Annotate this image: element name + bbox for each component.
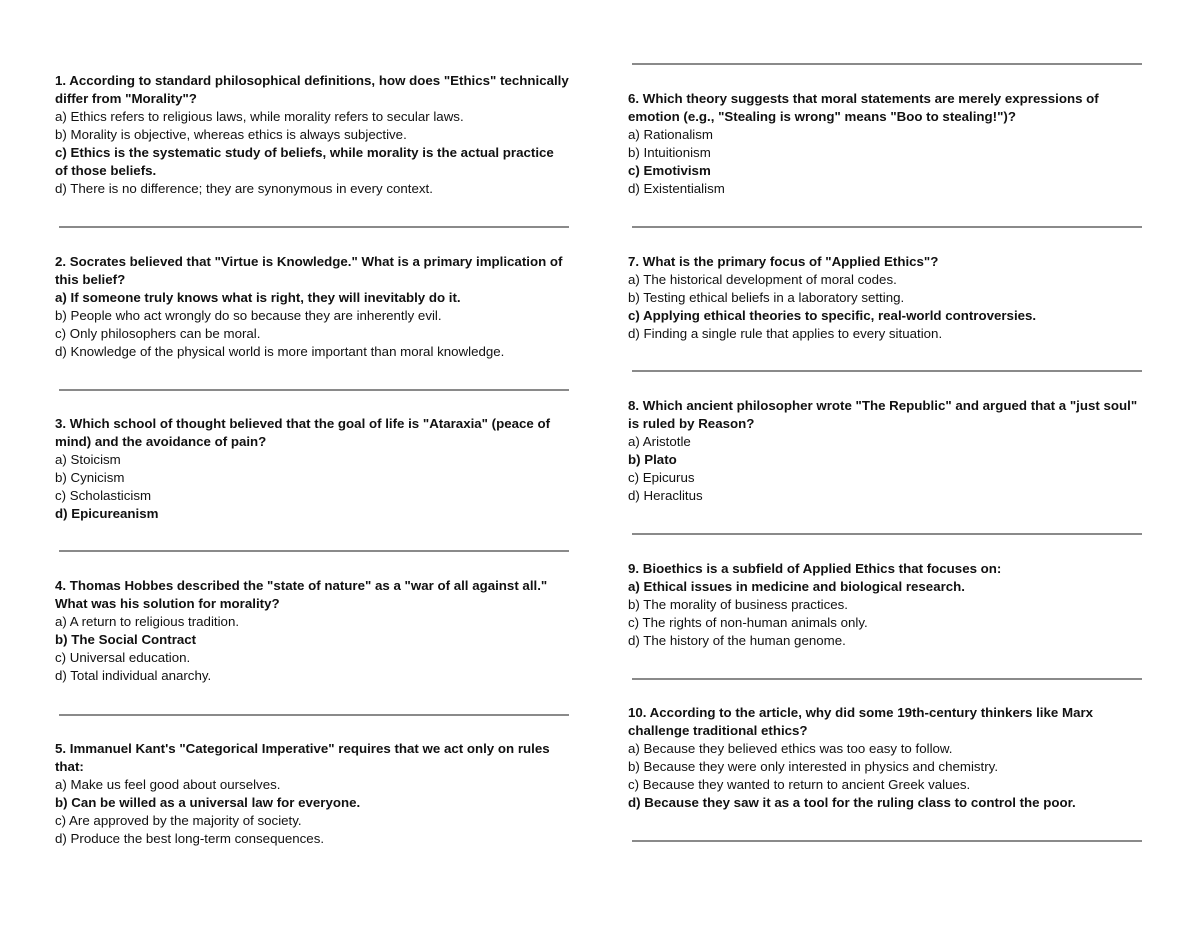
divider: [59, 226, 569, 228]
divider: [632, 533, 1142, 535]
divider: [632, 840, 1142, 842]
option-c-correct: c) Ethics is the systematic study of beliefs, while morality is the actual practice of those beliefs.: [55, 145, 554, 178]
question-stem: 10. According to the article, why did some 19th-century thinkers like Marx challenge traditional ethics?: [628, 705, 1094, 738]
option-c: c) Are approved by the majority of society.: [55, 813, 302, 828]
question-8: [628, 397, 1143, 505]
question-5: [55, 740, 570, 848]
divider: [59, 389, 569, 391]
option-c: c) Scholasticism: [55, 488, 152, 503]
option-c: c) The rights of non-human animals only.: [628, 615, 868, 630]
option-b: b) The morality of business practices.: [628, 597, 848, 612]
option-d: d) Produce the best long-term consequences.: [55, 831, 325, 846]
question-7: [628, 253, 1143, 343]
question-stem: 1. According to standard philosophical definitions, how does "Ethics" technically differ from "Morality"?: [55, 73, 569, 106]
question-stem: 5. Immanuel Kant's "Categorical Imperative" requires that we act only on rules that:: [55, 741, 550, 774]
divider: [59, 714, 569, 716]
divider: [632, 63, 1142, 65]
option-b-correct: b) The Social Contract: [55, 632, 197, 647]
question-3: [55, 415, 570, 523]
option-b-correct: b) Plato: [628, 452, 677, 467]
option-d: d) There is no difference; they are synonymous in every context.: [55, 181, 433, 196]
question-9: [628, 560, 1143, 650]
question-stem: 7. What is the primary focus of "Applied Ethics"?: [628, 254, 939, 269]
option-d-correct: d) Epicureanism: [55, 506, 159, 521]
question-stem: 4. Thomas Hobbes described the "state of nature" as a "war of all against all." What was his solution for morality?: [55, 578, 548, 611]
divider: [632, 678, 1142, 680]
question-10: [628, 704, 1143, 812]
option-d: d) Total individual anarchy.: [55, 668, 212, 683]
option-c-correct: c) Applying ethical theories to specific, real-world controversies.: [628, 308, 1037, 323]
option-c: c) Only philosophers can be moral.: [55, 326, 261, 341]
option-c: c) Universal education.: [55, 650, 191, 665]
option-b: b) Cynicism: [55, 470, 125, 485]
option-d: d) Existentialism: [628, 181, 725, 196]
option-d: d) Knowledge of the physical world is more important than moral knowledge.: [55, 344, 505, 359]
option-a: a) Because they believed ethics was too easy to follow.: [628, 741, 953, 756]
divider: [59, 550, 569, 552]
option-a: a) Make us feel good about ourselves.: [55, 777, 281, 792]
option-c-correct: c) Emotivism: [628, 163, 711, 178]
option-a: a) A return to religious tradition.: [55, 614, 240, 629]
option-d: d) The history of the human genome.: [628, 633, 846, 648]
option-c: c) Epicurus: [628, 470, 695, 485]
option-a-correct: a) If someone truly knows what is right, they will inevitably do it.: [55, 290, 461, 305]
question-6: [628, 90, 1143, 198]
option-a-correct: a) Ethical issues in medicine and biological research.: [628, 579, 965, 594]
question-4: [55, 577, 570, 685]
question-stem: 3. Which school of thought believed that the goal of life is "Ataraxia" (peace of mind) and the avoidance of pain?: [55, 416, 551, 449]
divider: [632, 370, 1142, 372]
option-b: b) Morality is objective, whereas ethics is always subjective.: [55, 127, 407, 142]
option-a: a) Ethics refers to religious laws, while morality refers to secular laws.: [55, 109, 464, 124]
question-2: [55, 253, 570, 361]
divider: [632, 226, 1142, 228]
option-b: b) Intuitionism: [628, 145, 711, 160]
question-stem: 8. Which ancient philosopher wrote "The Republic" and argued that a "just soul" is ruled by Reason?: [628, 398, 1138, 431]
question-1: [55, 72, 570, 198]
option-b-correct: b) Can be willed as a universal law for everyone.: [55, 795, 361, 810]
option-a: a) Stoicism: [55, 452, 121, 467]
option-a: a) The historical development of moral codes.: [628, 272, 897, 287]
option-a: a) Rationalism: [628, 127, 713, 142]
option-a: a) Aristotle: [628, 434, 691, 449]
option-b: b) Because they were only interested in physics and chemistry.: [628, 759, 999, 774]
option-d-correct: d) Because they saw it as a tool for the ruling class to control the poor.: [628, 795, 1076, 810]
option-c: c) Because they wanted to return to ancient Greek values.: [628, 777, 971, 792]
question-stem: 2. Socrates believed that "Virtue is Knowledge." What is a primary implication of this belief?: [55, 254, 563, 287]
option-d: d) Heraclitus: [628, 488, 703, 503]
option-b: b) People who act wrongly do so because they are inherently evil.: [55, 308, 442, 323]
option-d: d) Finding a single rule that applies to every situation.: [628, 326, 943, 341]
question-stem: 9. Bioethics is a subfield of Applied Ethics that focuses on:: [628, 561, 1002, 576]
question-stem: 6. Which theory suggests that moral statements are merely expressions of emotion (e.g., "Stealing is wrong" means "Boo to stealing!")?: [628, 91, 1099, 124]
option-b: b) Testing ethical beliefs in a laboratory setting.: [628, 290, 905, 305]
